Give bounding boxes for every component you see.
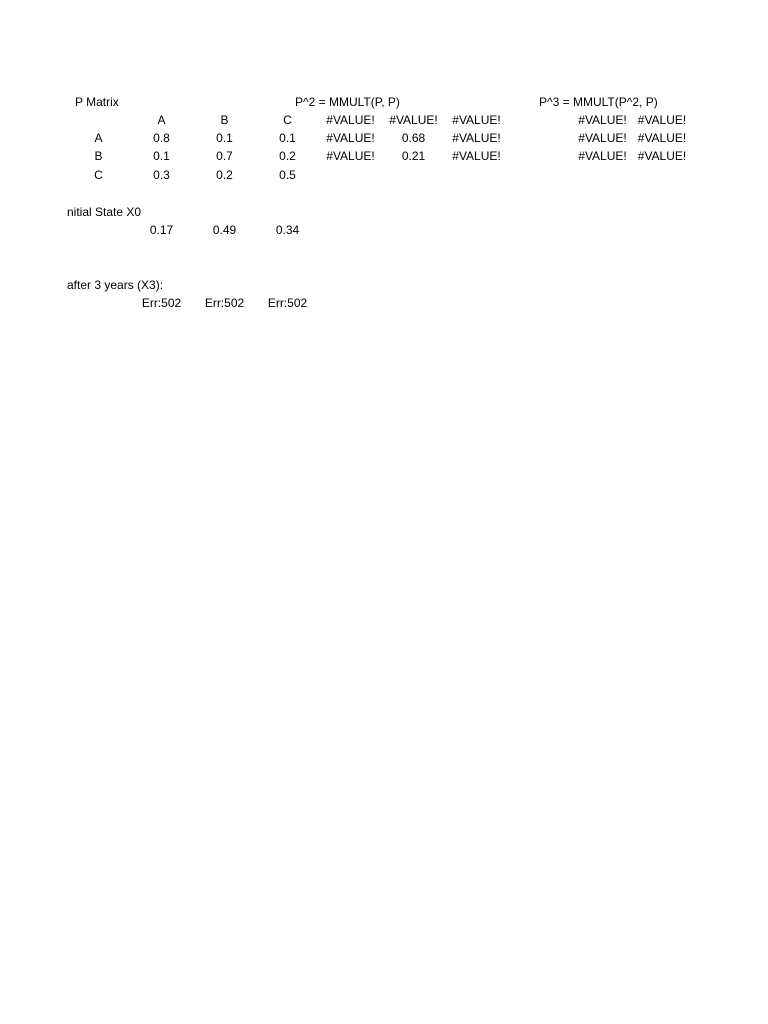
p2-cell[interactable]: #VALUE! xyxy=(452,149,501,163)
p2-cell[interactable]: #VALUE! xyxy=(326,149,375,163)
p-matrix-cell[interactable]: 0.1 xyxy=(216,131,233,145)
p3-cell[interactable]: #VALUE! xyxy=(637,113,687,127)
p-matrix-cell[interactable]: 0.5 xyxy=(279,168,296,182)
after-3-years-cell[interactable]: Err:502 xyxy=(267,296,308,310)
p-matrix-cell[interactable]: 0.2 xyxy=(216,168,233,182)
after-3-years-cell[interactable]: Err:502 xyxy=(204,296,245,310)
after-3-years-label[interactable]: after 3 years (X3): xyxy=(67,278,164,292)
p-matrix-col-header-b[interactable]: B xyxy=(220,113,229,127)
p-matrix-row-label-c[interactable]: C xyxy=(94,168,103,182)
p3-cell[interactable]: #VALUE! xyxy=(637,131,687,145)
p-matrix-cell[interactable]: 0.8 xyxy=(153,131,170,145)
initial-state-label[interactable]: nitial State X0 xyxy=(67,205,142,219)
p2-cell[interactable]: 0.68 xyxy=(401,131,426,145)
after-3-years-cell[interactable]: Err:502 xyxy=(141,296,182,310)
p-matrix-row-label-a[interactable]: A xyxy=(94,131,103,145)
p-matrix-cell[interactable]: 0.1 xyxy=(153,149,170,163)
p-matrix-cell[interactable]: 0.3 xyxy=(153,168,170,182)
p2-cell[interactable]: #VALUE! xyxy=(326,131,375,145)
p-matrix-cell[interactable]: 0.1 xyxy=(279,131,296,145)
p-matrix-col-header-c[interactable]: C xyxy=(283,113,292,127)
p2-cell[interactable]: #VALUE! xyxy=(452,131,501,145)
p3-cell[interactable]: #VALUE! xyxy=(578,131,627,145)
p2-cell[interactable]: #VALUE! xyxy=(326,113,375,127)
p2-cell[interactable]: #VALUE! xyxy=(452,113,501,127)
p2-cell[interactable]: 0.21 xyxy=(401,149,426,163)
p-matrix-title[interactable]: P Matrix xyxy=(75,95,119,109)
p2-cell[interactable]: #VALUE! xyxy=(389,113,438,127)
p-matrix-cell[interactable]: 0.2 xyxy=(279,149,296,163)
initial-state-cell[interactable]: 0.34 xyxy=(275,223,300,237)
p-matrix-col-header-a[interactable]: A xyxy=(157,113,166,127)
p3-cell[interactable]: #VALUE! xyxy=(578,149,627,163)
p-matrix-row-label-b[interactable]: B xyxy=(94,149,103,163)
p3-cell[interactable]: #VALUE! xyxy=(578,113,627,127)
p-matrix-cell[interactable]: 0.7 xyxy=(216,149,233,163)
p2-title[interactable]: P^2 = MMULT(P, P) xyxy=(295,95,400,109)
p3-title[interactable]: P^3 = MMULT(P^2, P) xyxy=(539,95,658,109)
initial-state-cell[interactable]: 0.49 xyxy=(212,223,237,237)
initial-state-cell[interactable]: 0.17 xyxy=(149,223,174,237)
p3-cell[interactable]: #VALUE! xyxy=(637,149,687,163)
